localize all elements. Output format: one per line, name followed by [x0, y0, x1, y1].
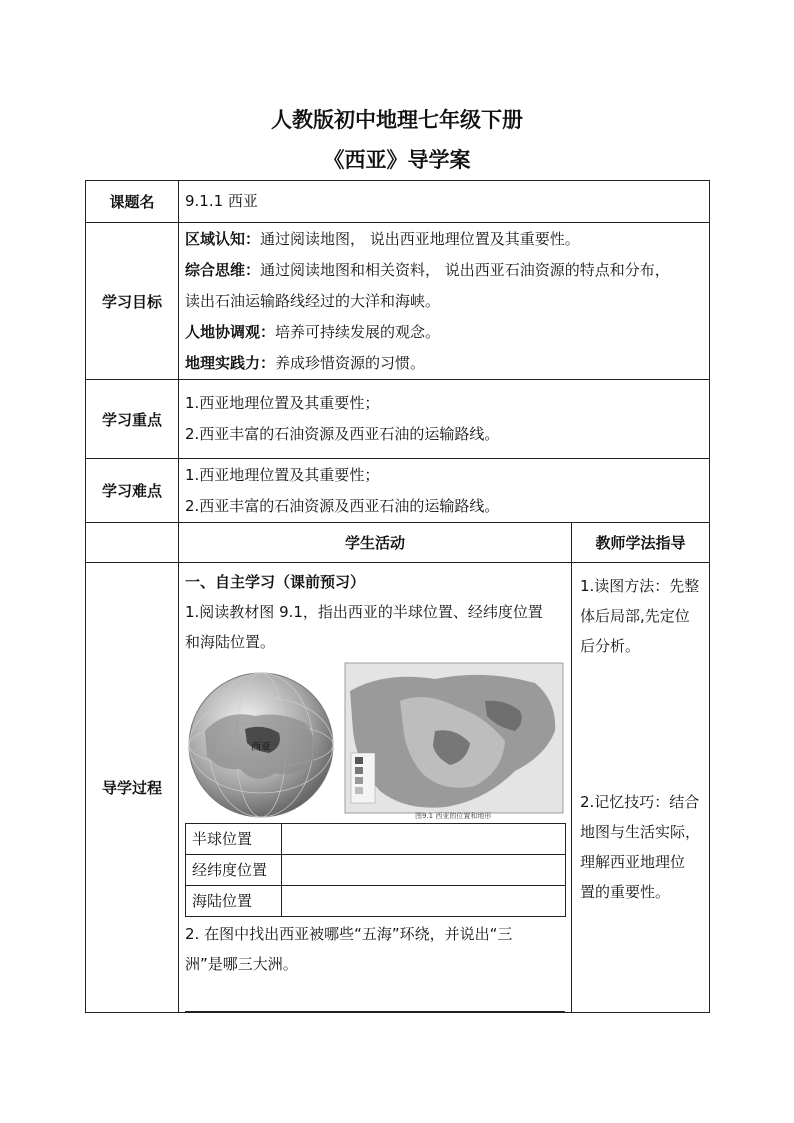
topic-label: 课题名 [86, 181, 179, 223]
hemisphere-label: 半球位置 [186, 824, 282, 855]
guide-header: 教师学法指导 [572, 523, 710, 563]
landsea-label: 海陆位置 [186, 886, 282, 917]
activity-header: 学生活动 [179, 523, 572, 563]
difficulty-content [179, 459, 710, 523]
goal-item: 综合思维：通过阅读地图和相关资料， 说出西亚石油资源的特点和分布， [185, 260, 670, 279]
goal-item: 人地协调观：培养可持续发展的观念。 [185, 322, 441, 341]
topic-row [86, 181, 710, 223]
goal-item: 读出石油运输路线经过的大洋和海峡。 [185, 291, 441, 310]
focus-item: 2.西亚丰富的石油资源及西亚石油的运输路线。 [185, 425, 500, 443]
question-1: 1.阅读教材图 9.1，指出西亚的半球位置、经纬度位置 [185, 603, 543, 621]
location-table [185, 823, 566, 917]
difficulty-label: 学习难点 [86, 459, 179, 523]
map-caption: 图9.1 西亚的位置和地形 [415, 812, 492, 820]
question-2-cont: 洲”是哪三大洲。 [185, 955, 298, 973]
goal-item: 地理实践力：养成珍惜资源的习惯。 [185, 353, 426, 372]
focus-row [86, 380, 710, 459]
focus-item: 1.西亚地理位置及其重要性； [185, 394, 380, 412]
globe-image [189, 673, 333, 817]
difficulty-item: 2.西亚丰富的石油资源及西亚石油的运输路线。 [185, 496, 500, 515]
location-row [186, 855, 566, 886]
header-row [86, 523, 710, 563]
student-activity [179, 563, 572, 1013]
map-image [345, 663, 563, 813]
goal-item: 区域认知：通过阅读地图， 说出西亚地理位置及其重要性。 [185, 229, 580, 248]
question-1-cont: 和海陆位置。 [185, 633, 276, 651]
guide-line: 1.读图方法：先整 [580, 577, 700, 595]
guide-line: 地图与生活实际， [580, 823, 701, 841]
doc-subtitle: 《西亚》导学案 [323, 148, 471, 172]
guide-line: 后分析。 [580, 637, 641, 655]
empty-header-cell [86, 523, 179, 563]
figure-area [185, 661, 565, 821]
doc-title: 人教版初中地理七年级下册 [271, 108, 523, 132]
location-row [186, 824, 566, 855]
goals-content [179, 223, 710, 380]
answer-line[interactable] [185, 983, 565, 1012]
process-label: 导学过程 [86, 563, 179, 1013]
question-2: 2. 在图中找出西亚被哪些“五海”环绕，并说出“三 [185, 925, 513, 943]
section-heading: 一、自主学习（课前预习） [185, 573, 366, 591]
landsea-answer[interactable] [282, 886, 566, 917]
guide-line: 2.记忆技巧：结合 [580, 793, 700, 811]
topic-value: 9.1.1 西亚 [179, 181, 710, 223]
goals-row [86, 223, 710, 380]
focus-content [179, 380, 710, 459]
process-row [86, 563, 710, 1013]
focus-label: 学习重点 [86, 380, 179, 459]
teacher-guide [572, 563, 710, 1013]
guide-line: 置的重要性。 [580, 883, 671, 901]
guide-line: 体后局部,先定位 [580, 607, 690, 625]
goals-label: 学习目标 [86, 223, 179, 380]
hemisphere-answer[interactable] [282, 824, 566, 855]
difficulty-item: 1.西亚地理位置及其重要性； [185, 465, 380, 484]
difficulty-row [86, 459, 710, 523]
globe-label: 西亚 [251, 742, 271, 753]
latlong-answer[interactable] [282, 855, 566, 886]
location-row [186, 886, 566, 917]
figure-svg [185, 661, 565, 821]
lesson-table [85, 180, 710, 1013]
guide-line: 理解西亚地理位 [580, 853, 686, 871]
latlong-label: 经纬度位置 [186, 855, 282, 886]
